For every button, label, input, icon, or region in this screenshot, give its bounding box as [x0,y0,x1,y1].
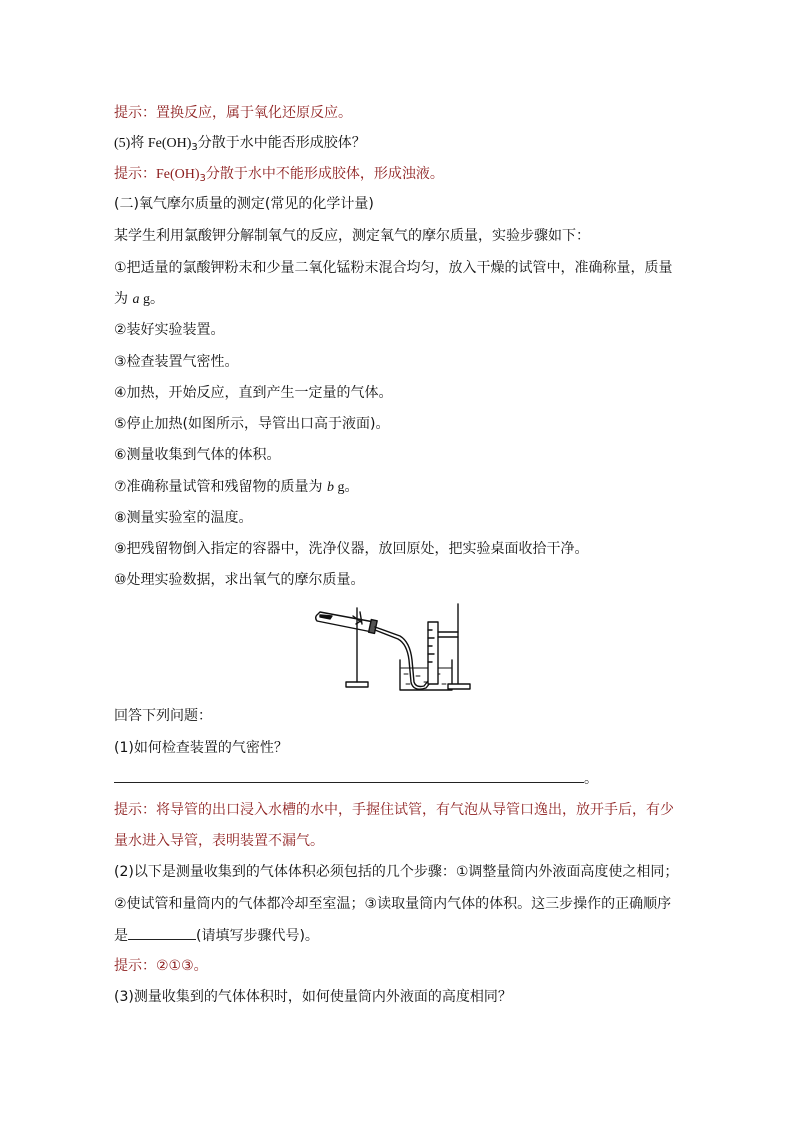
delivery-tube [375,627,432,687]
hint-label: 提示： [114,802,156,818]
hint-text: 置换反应，属于氧化还原反应。 [156,105,352,121]
apparatus-figure [312,602,482,692]
questions-heading: 回答下列问题： [114,708,212,724]
question-3: (3)测量收集到的气体体积时，如何使量筒内外液面的高度相同？ [114,989,512,1005]
step-5: ⑤停止加热(如图所示，导管出口高于液面)。 [114,416,390,432]
intro-text: 某学生利用氯酸钾分解制氧气的反应，测定氧气的摩尔质量，实验步骤如下： [114,228,590,244]
hint-label: 提示： [114,166,156,182]
step-4: ④加热，开始反应，直到产生一定量的气体。 [114,385,393,401]
right-stand-base [448,684,470,689]
hint-q1-line-2: 量水进入导管，表明装置不漏气。 [114,833,324,849]
step-7: ⑦准确称量试管和残留物的质量为 b g。 [114,479,359,495]
answer-line-1: 。 [114,768,598,789]
measuring-cylinder [428,622,438,684]
hint-label: 提示： [114,958,156,974]
question-2-line-3: 是 (请填写步骤代号)。 [114,925,319,946]
answer-blank-2[interactable] [128,925,196,940]
question-2-line-1: (2)以下是测量收集到的气体体积必须包括的几个步骤：①调整量筒内外液面高度使之相同； [114,864,679,880]
step-10: ⑩处理实验数据，求出氧气的摩尔质量。 [114,572,365,588]
step-3: ③检查装置气密性。 [114,354,239,370]
hint-q2: 提示：②①③。 [114,958,208,974]
section-title: (二)氧气摩尔质量的测定(常见的化学计量) [114,196,374,212]
powder [320,615,332,619]
question-2-line-2: ②使试管和量筒内的气体都冷却至室温；③读取量筒内气体的体积。这三步操作的正确顺序 [114,896,672,912]
hint-q1-line-1: 提示：将导管的出口浸入水槽的水中，手握住试管，有气泡从导管口逸出，放开手后，有少 [114,802,674,818]
step-6: ⑥测量收集到气体的体积。 [114,447,281,463]
hint-line-5: 提示：$Fe(OH)_3$分散于水中不能形成胶体，形成浊液。 [114,166,444,184]
water-trough [400,660,452,690]
hint-line-4 [114,103,352,123]
left-stand-base [346,682,368,687]
step-2: ②装好实验装置。 [114,322,225,338]
step-1-line-2: 为 a g。 [114,291,164,307]
question-1: (1)如何检查装置的气密性？ [114,740,288,756]
step-1-line-1: ①把适量的氯酸钾粉末和少量二氧化锰粉末混合均匀，放入干燥的试管中，准确称量，质量 [114,260,673,276]
step-9: ⑨把残留物倒入指定的容器中，洗净仪器，放回原处，把实验桌面收拾干净。 [114,541,589,557]
right-clamp [438,632,458,637]
question-5: (5)将 $Fe(OH)_3$分散于水中能否形成胶体？ [114,135,366,153]
answer-blank-1[interactable] [114,768,584,783]
hint-label: 提示： [114,105,156,121]
step-8: ⑧测量实验室的温度。 [114,510,253,526]
